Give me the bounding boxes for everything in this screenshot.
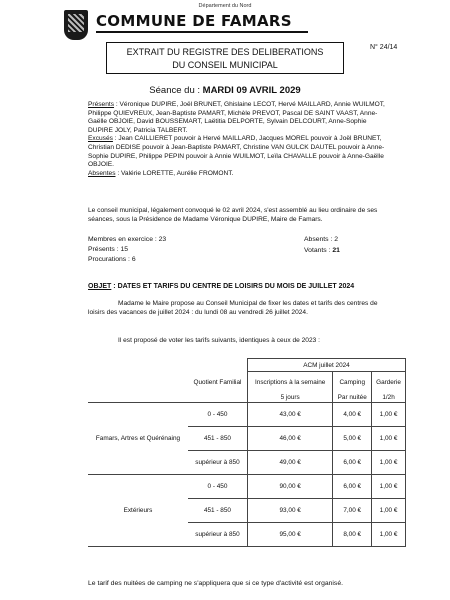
absentes-label: Absentes: [88, 169, 116, 177]
count-absents: Absents : 2: [304, 236, 339, 243]
presents-label: Présents: [88, 101, 115, 108]
objet-heading: [88, 283, 354, 290]
excuses-paragraph: [88, 135, 386, 169]
camping-cell: 5,00 €: [333, 427, 372, 451]
garderie-subheader: 1/2h: [372, 393, 406, 403]
camping-subheader: Par nuitée: [333, 393, 372, 403]
group-name: Extérieurs: [88, 475, 188, 547]
attendance-block: [88, 101, 386, 178]
commune-title: COMMUNE DE FAMARS: [96, 12, 292, 30]
tarifs-table: [88, 358, 406, 547]
garderie-cell: 1,00 €: [372, 427, 406, 451]
quotient-cell: supérieur à 850: [188, 523, 247, 547]
camping-cell: 8,00 €: [333, 523, 372, 547]
inscriptions-cell: 49,00 €: [247, 451, 332, 475]
camping-cell: 6,00 €: [333, 475, 372, 499]
garderie-cell: 1,00 €: [372, 403, 406, 427]
objet-paragraph: Madame le Maire propose au Conseil Municipal de fixer les dates et tarifs des centres de loisirs des vacances de juillet 2024 : du lundi 08 au vendredi 26 juillet 2024.: [88, 300, 378, 316]
count-membres: Membres en exercice : 23: [88, 236, 167, 243]
department-label: Département du Nord: [198, 3, 252, 9]
garderie-cell: 1,00 €: [372, 475, 406, 499]
garderie-header: Garderie: [372, 372, 406, 393]
inscriptions-cell: 90,00 €: [247, 475, 332, 499]
absentes-text: : Valérie LORETTE, Aurélie FROMONT.: [115, 169, 234, 177]
quotient-cell: 451 - 850: [188, 499, 247, 523]
votants-label: Votants :: [304, 247, 333, 254]
acm-header: ACM juillet 2024: [247, 359, 405, 372]
table-row: [88, 403, 406, 427]
table-subheader-row: [88, 393, 406, 403]
count-procurations: Procurations : 6: [88, 256, 136, 263]
extract-title-line1: EXTRAIT DU REGISTRE DES DELIBERATIONS: [126, 47, 324, 57]
garderie-cell: 1,00 €: [372, 499, 406, 523]
count-votants: [304, 247, 340, 254]
deliberation-number: N° 24/14: [370, 44, 398, 51]
extract-title-box: [106, 42, 344, 74]
inscriptions-cell: 43,00 €: [247, 403, 332, 427]
inscriptions-header: Inscriptions à la semaine: [247, 372, 332, 393]
inscriptions-cell: 46,00 €: [247, 427, 332, 451]
camping-cell: 4,00 €: [333, 403, 372, 427]
inscriptions-subheader: 5 jours: [247, 393, 332, 403]
quotient-cell: 0 - 450: [188, 403, 247, 427]
objet-label: OBJET: [88, 283, 112, 290]
excuses-label: Excusés: [88, 135, 113, 143]
quotient-cell: supérieur à 850: [188, 451, 247, 475]
camping-cell: 6,00 €: [333, 451, 372, 475]
garderie-cell: 1,00 €: [372, 451, 406, 475]
seance-label: Séance du :: [149, 85, 201, 96]
proposal-paragraph: Il est proposé de voter les tarifs suivants, identiques à ceux de 2023 :: [118, 337, 320, 344]
presents-paragraph: [88, 101, 386, 135]
objet-title: : DATES ET TARIFS DU CENTRE DE LOISIRS DU MOIS DE JUILLET 2024: [111, 283, 355, 290]
quotient-cell: 451 - 850: [188, 427, 247, 451]
group-name: Famars, Artres et Quérénaing: [88, 403, 188, 475]
inscriptions-cell: 93,00 €: [247, 499, 332, 523]
quotient-cell: 0 - 450: [188, 475, 247, 499]
title-divider: [96, 31, 308, 33]
table-header-row-acm: [88, 359, 406, 372]
seance-line: [0, 85, 450, 96]
votants-value: 21: [332, 247, 340, 254]
camping-note: Le tarif des nuitées de camping ne s'appliquera que si ce type d'activité est organisé.: [88, 580, 343, 587]
convocation-paragraph: Le conseil municipal, légalement convoqué le 02 avril 2024, s'est assemblé au lieu ordinaire de ses séances, sous la Présidence de Madame Véronique DUPIRE, Maire de Famars.: [88, 207, 378, 223]
camping-cell: 7,00 €: [333, 499, 372, 523]
excuses-text: : Jean CAILLIERET pouvoir à Hervé MAILLARD, Jacques MOREL pouvoir à Joël BRUNET, Christian DEDISE pouvoir à Jean-Baptiste PAMART, Christine VAN GULCK DAUTEL pouvoir à Anne-Sophie DUPIRE, Philippe PEPIN pouvoir à Annie WUILMOT, Leïla CHAVALLE pouvoir à Anne-Gaëlle OBJOIE.: [88, 135, 385, 169]
commune-crest-icon: [64, 10, 88, 40]
quotient-header: Quotient Familial: [193, 378, 242, 386]
extract-title-line2: DU CONSEIL MUNICIPAL: [172, 60, 278, 70]
camping-header: Camping: [333, 372, 372, 393]
count-presents: Présents : 15: [88, 246, 129, 253]
table-row: [88, 475, 406, 499]
absentes-paragraph: [88, 170, 386, 179]
inscriptions-cell: 95,00 €: [247, 523, 332, 547]
garderie-cell: 1,00 €: [372, 523, 406, 547]
presents-text: : Véronique DUPIRE, Joël BRUNET, Ghislaine LECOT, Hervé MAILLARD, Annie WUILMOT, Philippe QUIEVREUX, Jean-Baptiste PAMART, Michèle PREVOT, Pascal DE SAINT VAAST, Anne-Gaëlle OBJOIE, David BOUSSEMART, Laëtitia DELPORTE, Sylvain DELCOURT, Anne-Sophie DUPIRE JOLY, Patricia TALBERT.: [88, 101, 385, 134]
seance-date: MARDI 09 AVRIL 2029: [202, 85, 301, 96]
table-header-row: [88, 372, 406, 393]
